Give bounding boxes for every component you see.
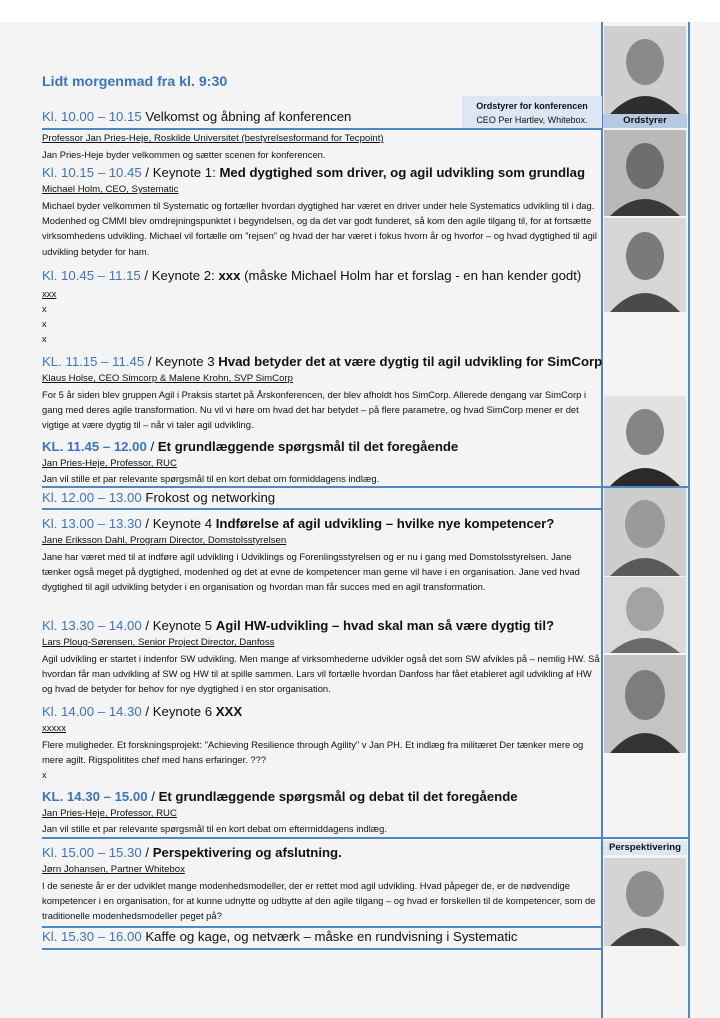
photo-jorn-johansen	[604, 858, 686, 946]
session-4-prefix: / Keynote 3	[144, 354, 219, 369]
session-11-rule-top	[42, 837, 688, 839]
photo-klaus-holse	[604, 396, 686, 486]
session-12-rule-bottom	[42, 948, 602, 950]
perspektivering-tag: Perspektivering	[603, 841, 687, 855]
session-3-line-2: x	[42, 318, 47, 329]
session-9-header	[42, 703, 602, 721]
session-1	[42, 108, 602, 126]
session-6	[42, 489, 602, 507]
session-8-speaker: Lars Ploug-Sørensen, Senior Project Director, Danfoss	[42, 637, 275, 648]
session-12-header	[42, 928, 602, 946]
session-9-title: XXX	[215, 704, 243, 719]
session-2	[42, 164, 602, 259]
session-3	[42, 267, 602, 346]
session-4-speaker: Klaus Holse, CEO Simcorp & Malene Krohn, SVP SimCorp	[42, 373, 293, 384]
session-11-time: Kl. 15.00 – 15.30	[42, 845, 142, 860]
session-7-time: Kl. 13.00 – 13.30	[42, 516, 142, 531]
ordstyrer-box-title: Ordstyrer for konferencen	[476, 101, 588, 111]
session-11-header	[42, 844, 602, 862]
session-1-title: Velkomst og åbning af konferencen	[141, 109, 352, 124]
session-11-desc: I de seneste år er der udviklet mange modenhedsmodeller, der er rettet mod agil udvikling. Hvad påpeger de, er de nødvendige kompetencer i en organisation, for at kunne udnytte og udbytte af den agile tilgang – og hvad er forskellen til de kompetencer, som de traditionelle modenhedsmodeller peget på?	[42, 880, 596, 922]
session-3-note: (måske Michael Holm har et forslag - en han kender godt)	[240, 268, 582, 283]
session-1-body	[42, 133, 602, 162]
session-6-time: Kl. 12.00 – 13.00	[42, 490, 142, 505]
photo-jane-eriksson-dahl	[604, 577, 686, 653]
session-11-speaker: Jørn Johansen, Partner Whitebox	[42, 864, 185, 875]
session-12-title: Kaffe og kage, og netværk – måske en rundvisning i Systematic	[141, 929, 518, 944]
intro-heading: Lidt morgenmad fra kl. 9:30	[42, 74, 228, 90]
session-5-header	[42, 438, 602, 456]
session-3-speaker: xxx	[42, 289, 57, 300]
session-6-header	[42, 489, 602, 507]
session-4	[42, 353, 602, 433]
session-1-header	[42, 108, 602, 126]
session-8-header	[42, 617, 602, 635]
session-4-header	[42, 353, 602, 371]
session-4-title: Hvad betyder det at være dygtig til agil udvikling for SimCorp	[218, 354, 603, 369]
session-5-time: KL. 11.45 – 12.00	[42, 439, 147, 454]
session-8-time: Kl. 13.30 – 14.00	[42, 618, 142, 633]
photo-malene-krohn	[604, 488, 686, 576]
photo-jan-pries-heje	[604, 130, 686, 216]
session-4-desc: For 5 år siden blev gruppen Agil i Praksis startet på Årskonferencen, der blev afholdt hos SimCorp. Allerede dengang var SimCorp i gang med deres agile transformation. Nu vil vi høre om hvad det har betydet – på flere parametre, og hvad SimCorp mener er det vigtige at være dygtig til – når vi taler agil udvikling.	[42, 389, 587, 431]
session-5-desc: Jan vil stille et par relevante spørgsmål til en kort debat om formiddagens indlæg.	[42, 473, 380, 484]
session-12	[42, 928, 602, 946]
session-11-prefix: /	[141, 845, 153, 860]
session-12-time: Kl. 15.30 – 16.00	[42, 929, 142, 944]
session-3-prefix: / Keynote 2:	[140, 268, 219, 283]
session-3-header	[42, 267, 602, 285]
session-1-time: Kl. 10.00 – 10.15	[42, 109, 142, 124]
session-10	[42, 788, 602, 836]
session-8-desc: Agil udvikling er startet i indenfor SW udvikling. Men mange af virksomhederne udvikler også det som SW afvikles på – nemlig HW. Så hvordan får man udvikling af SW og HW til at spille sammen. Lars vil fortælle hvordan Danfoss har fået etableret agil udvikling af HW og hvad de betyder for behov for nye dygtighed i en stor organisation.	[42, 653, 600, 695]
session-8	[42, 617, 602, 697]
photo-lars-ploug-sorensen	[604, 655, 686, 753]
session-2-speaker: Michael Holm, CEO, Systematic	[42, 184, 179, 195]
session-10-time: KL. 14.30 – 15.00	[42, 789, 148, 804]
session-2-title: Med dygtighed som driver, og agil udvikling som grundlag	[219, 165, 586, 180]
photo-per-hartlev	[604, 26, 686, 114]
session-11	[42, 844, 602, 924]
session-2-header	[42, 164, 602, 182]
session-8-prefix: / Keynote 5	[141, 618, 216, 633]
session-7-speaker: Jane Eriksson Dahl, Program Director, Domstolsstyrelsen	[42, 535, 287, 546]
session-2-time: Kl. 10.15 – 10.45	[42, 165, 142, 180]
session-9-time: Kl. 14.00 – 14.30	[42, 704, 142, 719]
session-10-title: Et grundlæggende spørgsmål og debat til det foregående	[158, 789, 518, 804]
session-6-title: Frokost og networking	[141, 490, 276, 505]
session-9-prefix: / Keynote 6	[141, 704, 216, 719]
session-5-title: Et grundlæggende spørgsmål til det foregående	[157, 439, 459, 454]
photo-michael-holm	[604, 218, 686, 312]
session-6-rule-bottom	[42, 508, 602, 510]
session-9	[42, 703, 602, 782]
session-9-line: x	[42, 769, 47, 781]
session-2-desc: Michael byder velkommen til Systematic og fortæller hvordan dygtighed har været en driver under hele Systematics udvikling til i dag. Modenhed og CMMI blev omdrejningspunktet i begyndelsen, og da det var godt funderet, så kom den agile tilgang til, for at fortsætte virksomhedens udvikling. Michael vil fortælle om ”rejsen” og hvad der har været i fokus hvorn år og hvorfor – og hvad dygtighed til agil udvikling betyder for ham.	[42, 200, 597, 257]
session-11-title: Perspektivering og afslutning.	[152, 845, 342, 860]
session-3-line-3: x	[42, 333, 47, 344]
session-9-speaker: xxxxx	[42, 723, 66, 734]
session-10-header	[42, 788, 602, 806]
session-5-speaker: Jan Pries-Heje, Professor, RUC	[42, 458, 177, 469]
session-9-desc: Flere muligheder. Et forskningsprojekt: "Achieving Resilience through Agility" v Jan PH. Et indlæg fra militæret Der tænker mere og mere agilt. Rigspolitites chef med hans erfaringer. ???	[42, 739, 584, 766]
session-1-desc: Jan Pries-Heje byder velkommen og sætter scenen for konferencen.	[42, 149, 326, 160]
session-8-title: Agil HW-udvikling – hvad skal man så være dygtig til?	[215, 618, 555, 633]
session-1-speaker: Professor Jan Pries-Heje, Roskilde Universitet (bestyrelsesformand for Tecpoint)	[42, 133, 384, 144]
session-1-rule	[42, 128, 602, 130]
session-10-prefix: /	[147, 789, 159, 804]
session-6-rule-top	[42, 486, 688, 488]
session-3-time: Kl. 10.45 – 11.15	[42, 268, 141, 283]
session-4-time: KL. 11.15 – 11.45	[42, 354, 145, 369]
session-2-prefix: / Keynote 1:	[141, 165, 220, 180]
session-7-header	[42, 515, 602, 533]
session-7	[42, 515, 602, 595]
ordstyrer-tag: Ordstyrer	[603, 114, 687, 128]
session-3-title: xxx	[218, 268, 241, 283]
session-5-prefix: /	[146, 439, 158, 454]
session-7-prefix: / Keynote 4	[141, 516, 216, 531]
session-7-title: Indførelse af agil udvikling – hvilke nye kompetencer?	[215, 516, 555, 531]
ordstyrer-box-name: CEO Per Hartlev, Whitebox.	[476, 115, 588, 125]
session-10-speaker: Jan Pries-Heje, Professor, RUC	[42, 808, 177, 819]
session-3-line-1: x	[42, 303, 47, 314]
session-7-desc: Jane har været med til at indføre agil udvikling i Udviklings og Forenlingsstyrelsen og er nu i gang med Domstolsstyrelsen. Jane tænker også meget på dygtighed, modenhed og det at evne de kompetencer man gerne vil have i en organisation. Jane ved hvad dygtighed til agil udvikling betyder i en organisation og hvordan man får succes med en agil transformation.	[42, 551, 580, 593]
agenda-page	[0, 22, 720, 1018]
session-10-desc: Jan vil stille et par relevante spørgsmål til en kort debat om eftermiddagens indlæg.	[42, 823, 387, 834]
column-divider-right	[688, 22, 690, 1018]
session-5	[42, 438, 602, 486]
